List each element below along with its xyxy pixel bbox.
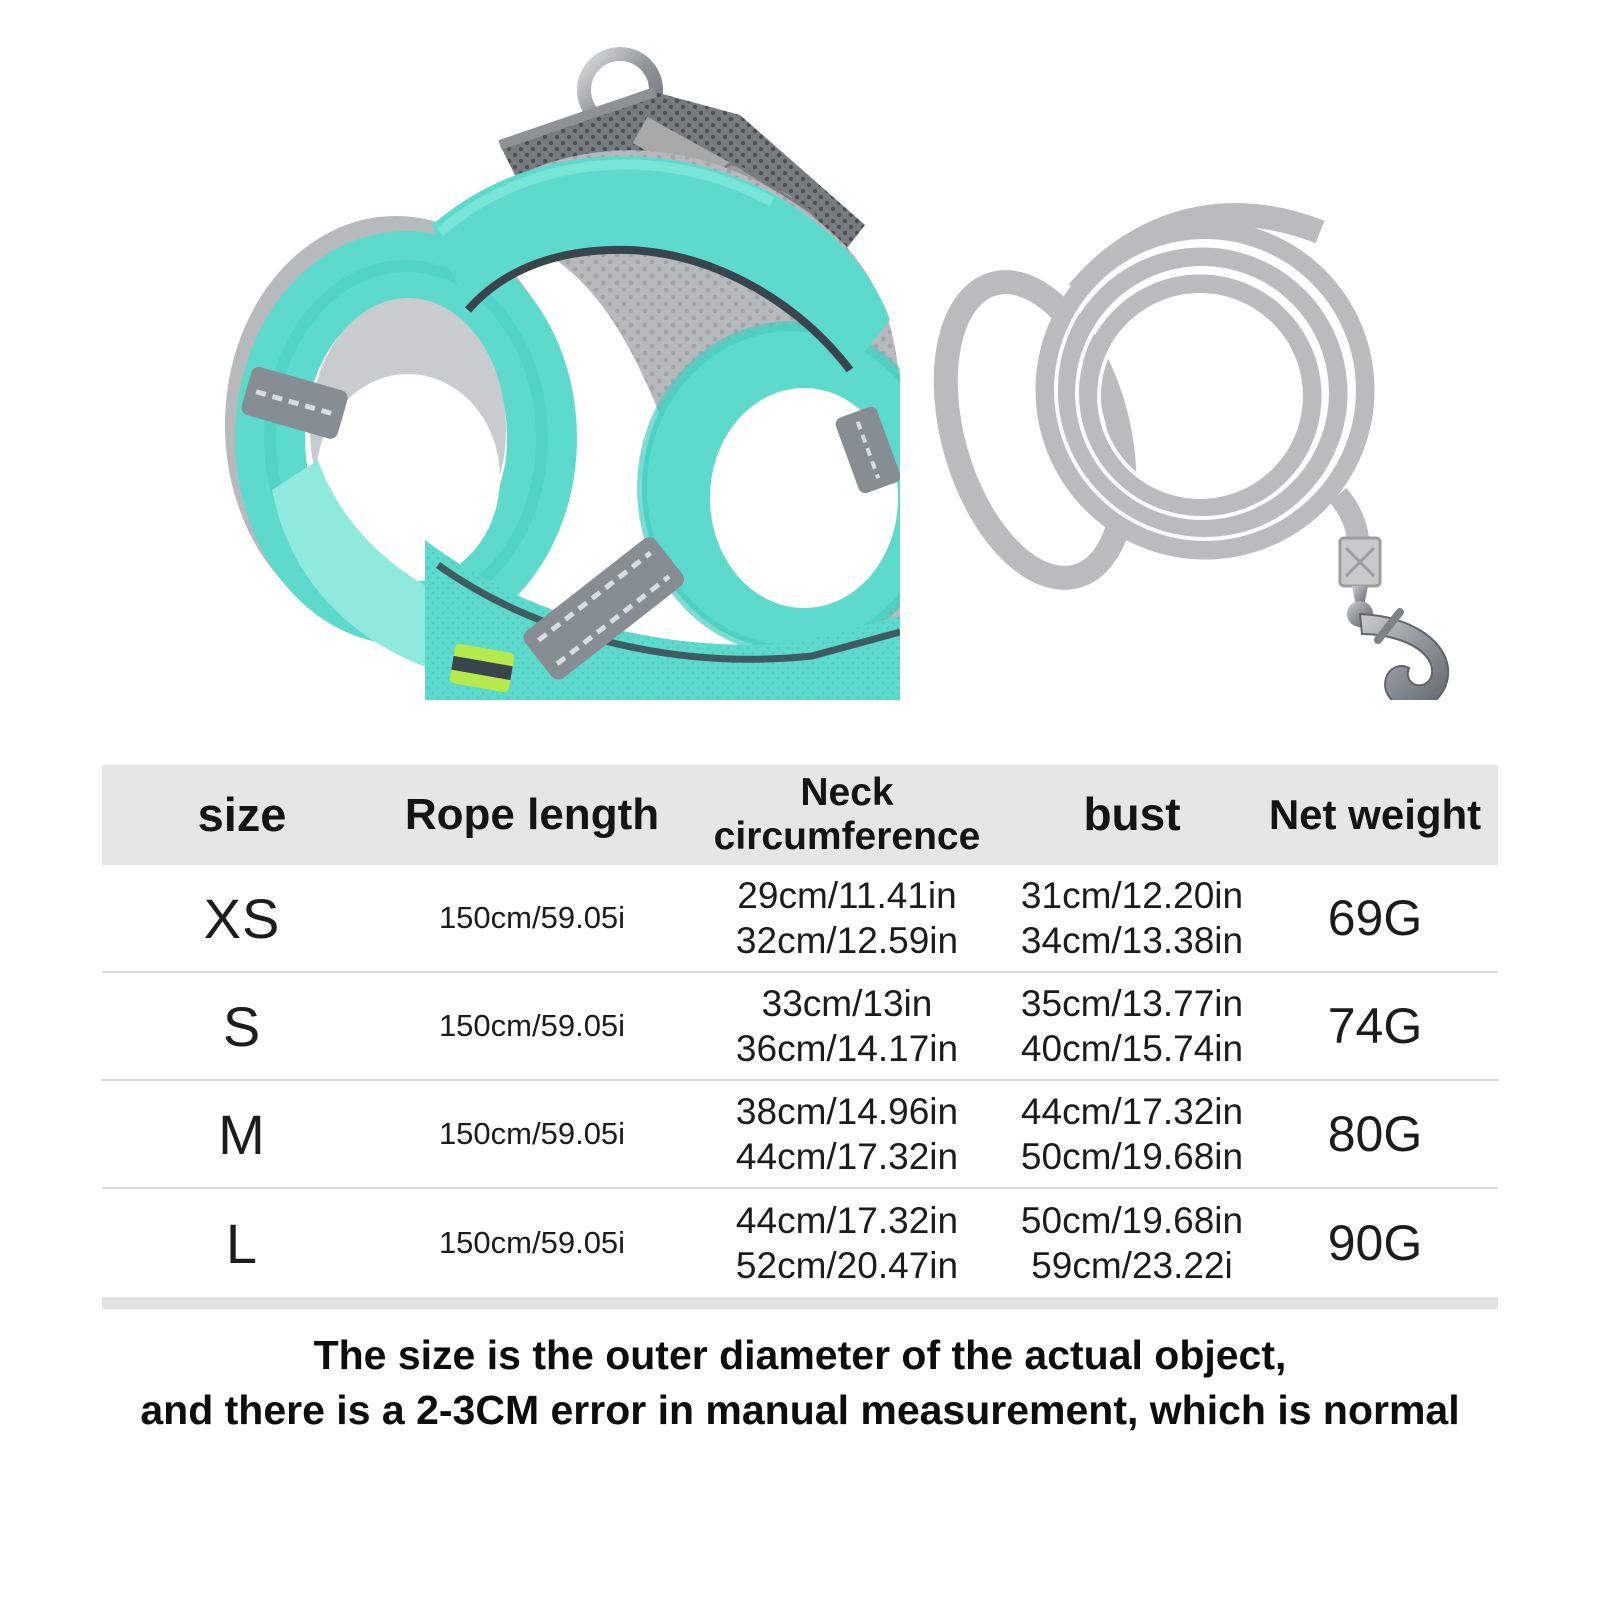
cell-size: S	[222, 994, 262, 1058]
cell-net-weight: 74G	[1327, 998, 1423, 1054]
table-header-row	[102, 765, 1498, 865]
header-neck-circumference: Neck circumference	[713, 771, 981, 858]
cell-net-weight: 80G	[1327, 1106, 1423, 1162]
cell-size: L	[225, 1211, 259, 1275]
size-table	[102, 765, 1498, 1309]
cell-bust: 31cm/12.20in 34cm/13.38in	[1020, 874, 1244, 961]
measurement-note	[0, 1328, 1600, 1439]
cell-bust: 50cm/19.68in 59cm/23.22i	[1020, 1199, 1244, 1286]
cell-bust: 44cm/17.32in 50cm/19.68in	[1020, 1090, 1244, 1177]
leash-coil	[1045, 230, 1365, 550]
leash-wrap	[1340, 538, 1380, 586]
table-row	[102, 865, 1498, 973]
cell-neck-circumference: 44cm/17.32in 52cm/20.47in	[735, 1199, 959, 1286]
leash-image	[900, 100, 1500, 700]
harness-image	[200, 20, 900, 700]
cell-rope-length: 150cm/59.05i	[438, 1008, 626, 1043]
note-line-1: The size is the outer diameter of the actual object,	[313, 1332, 1287, 1378]
cell-size: XS	[203, 886, 281, 950]
cell-net-weight: 90G	[1327, 1215, 1423, 1271]
header-rope-length: Rope length	[404, 790, 660, 840]
table-row	[102, 1081, 1498, 1189]
header-bust: bust	[1083, 788, 1181, 841]
table-row	[102, 1189, 1498, 1297]
header-size: size	[197, 787, 287, 841]
table-bottom-bar	[102, 1297, 1498, 1309]
size-table-body	[102, 865, 1498, 1297]
header-net-weight: Net weight	[1268, 791, 1482, 839]
leash-illustration	[900, 100, 1500, 700]
table-row	[102, 973, 1498, 1081]
cell-neck-circumference: 38cm/14.96in 44cm/17.32in	[735, 1090, 959, 1177]
note-line-2: and there is a 2-3CM error in manual measurement, which is normal	[140, 1387, 1460, 1434]
harness-illustration	[200, 20, 900, 700]
cell-neck-circumference: 29cm/11.41in 32cm/12.59in	[735, 874, 959, 961]
cell-rope-length: 150cm/59.05i	[438, 1225, 626, 1260]
cell-neck-circumference: 33cm/13in 36cm/14.17in	[735, 982, 959, 1069]
cell-size: M	[218, 1102, 266, 1166]
cell-net-weight: 69G	[1327, 890, 1423, 946]
cell-bust: 35cm/13.77in 40cm/15.74in	[1020, 982, 1244, 1069]
cell-rope-length: 150cm/59.05i	[438, 1116, 626, 1151]
snap-hook	[1347, 586, 1448, 700]
cell-rope-length: 150cm/59.05i	[438, 900, 626, 935]
